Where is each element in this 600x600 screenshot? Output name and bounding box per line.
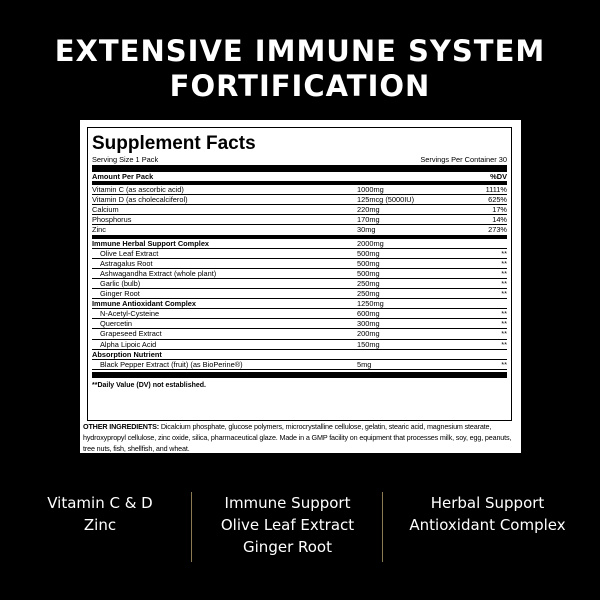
- amount-header: Amount Per Pack: [92, 172, 154, 181]
- nutrient-dv: 273%: [488, 225, 507, 235]
- nutrient-name: Zinc: [92, 225, 106, 235]
- nutrient-amount: 170mg: [357, 215, 380, 225]
- nutrient-name: Black Pepper Extract (fruit) (as BioPerine®): [100, 359, 243, 369]
- nutrient-dv: **: [501, 258, 507, 268]
- feature-columns: [0, 488, 600, 568]
- nutrient-dv: **: [501, 309, 507, 319]
- facts-row: [92, 225, 507, 235]
- facts-rows: [92, 185, 507, 370]
- thick-divider: [92, 165, 507, 172]
- nutrient-name: Ashwagandha Extract (whole plant): [100, 268, 217, 278]
- facts-row: [92, 269, 507, 279]
- facts-row: [92, 249, 507, 259]
- feature-column-vitamins: [25, 492, 175, 536]
- dv-header: %DV: [490, 172, 507, 181]
- headline-line-1: EXTENSIVE IMMUNE SYSTEM: [54, 34, 546, 68]
- nutrient-name: Astragalus Root: [100, 258, 153, 268]
- facts-row: [92, 205, 507, 215]
- nutrient-dv: **: [501, 278, 507, 288]
- nutrient-amount: 2000mg: [357, 238, 384, 248]
- nutrient-name: Vitamin C (as ascorbic acid): [92, 185, 184, 195]
- nutrient-dv: **: [501, 289, 507, 299]
- nutrient-name: Immune Herbal Support Complex: [92, 238, 210, 248]
- nutrient-amount: 1000mg: [357, 185, 384, 195]
- nutrient-name: Alpha Lipoic Acid: [100, 339, 157, 349]
- nutrient-name: Immune Antioxidant Complex: [92, 299, 197, 309]
- facts-row: [92, 185, 507, 195]
- supplement-facts-label: [87, 127, 512, 421]
- nutrient-name: Calcium: [92, 205, 119, 215]
- nutrient-dv: **: [501, 329, 507, 339]
- feature-column-immune: [200, 492, 375, 558]
- facts-row: [92, 329, 507, 339]
- nutrient-dv: **: [501, 359, 507, 369]
- nutrient-dv: [467, 239, 507, 248]
- other-ingredients-text: Dicalcium phosphate, glucose polymers, microcrystalline cellulose, gelatin, stearic acid, magnesium stearate, hydroxypropyl cellulose, zinc oxide, silica, pharmaceutical glaze. Made in a GMP facility on equipment that processes milk, soy, egg, peanuts, tree nuts, fish, shellfish, and wheat.: [83, 422, 512, 453]
- feature-item: Zinc: [83, 516, 117, 534]
- feature-item: Antioxidant Complex: [409, 516, 566, 534]
- nutrient-name: Phosphorus: [92, 215, 132, 225]
- nutrient-dv: 625%: [488, 195, 507, 205]
- bottom-divider: [92, 372, 507, 378]
- nutrient-dv: 14%: [492, 215, 507, 225]
- facts-title: Supplement Facts: [92, 133, 256, 154]
- nutrient-name: Garlic (bulb): [100, 278, 141, 288]
- facts-row: [92, 309, 507, 319]
- headline: [0, 34, 600, 104]
- other-ingredients-label: OTHER INGREDIENTS:: [83, 422, 159, 431]
- nutrient-name: Olive Leaf Extract: [100, 248, 159, 258]
- feature-item: Herbal Support: [430, 494, 545, 512]
- nutrient-name: Grapeseed Extract: [100, 329, 162, 339]
- nutrient-name: Absorption Nutrient: [92, 349, 162, 359]
- footnote: **Daily Value (DV) not established.: [92, 381, 206, 389]
- nutrient-amount: 250mg: [357, 278, 380, 288]
- nutrient-dv: [467, 350, 507, 359]
- facts-row: [92, 289, 507, 299]
- nutrient-dv: 1111%: [485, 185, 507, 195]
- nutrient-amount: 150mg: [357, 339, 380, 349]
- facts-row: [92, 319, 507, 329]
- feature-item: Ginger Root: [243, 538, 332, 556]
- nutrient-amount: 600mg: [357, 309, 380, 319]
- serving-info: [92, 155, 507, 164]
- facts-row: [92, 259, 507, 269]
- feature-item: Vitamin C & D: [47, 494, 153, 512]
- nutrient-amount: 300mg: [357, 319, 380, 329]
- facts-row: [92, 340, 507, 350]
- nutrient-name: Vitamin D (as cholecalciferol): [92, 195, 188, 205]
- amount-header-row: [92, 172, 507, 182]
- nutrient-amount: 250mg: [357, 289, 380, 299]
- nutrient-amount: 200mg: [357, 329, 380, 339]
- other-ingredients: [83, 421, 519, 454]
- serving-size: Serving Size 1 Pack: [92, 155, 159, 164]
- facts-row: [92, 350, 507, 360]
- supplement-facts-panel: [80, 120, 521, 453]
- nutrient-dv: [467, 299, 507, 308]
- feature-item: Olive Leaf Extract: [220, 516, 355, 534]
- nutrient-amount: 500mg: [357, 258, 380, 268]
- headline-line-2: FORTIFICATION: [169, 69, 431, 103]
- nutrient-dv: **: [501, 268, 507, 278]
- feature-divider-1: [191, 492, 192, 562]
- feature-item: Immune Support: [224, 494, 351, 512]
- nutrient-amount: 5mg: [357, 359, 372, 369]
- nutrient-amount: 500mg: [357, 248, 380, 258]
- facts-row: [92, 215, 507, 225]
- nutrient-dv: **: [501, 248, 507, 258]
- nutrient-amount: 1250mg: [357, 299, 384, 309]
- nutrient-dv: **: [501, 339, 507, 349]
- nutrient-amount: [357, 350, 467, 359]
- feature-column-herbal: [395, 492, 580, 536]
- nutrient-amount: 220mg: [357, 205, 380, 215]
- nutrient-dv: **: [501, 319, 507, 329]
- nutrient-name: Ginger Root: [100, 289, 140, 299]
- nutrient-amount: 500mg: [357, 268, 380, 278]
- servings-per-container: Servings Per Container 30: [420, 155, 507, 164]
- facts-row: [92, 195, 507, 205]
- facts-row: [92, 236, 507, 249]
- nutrient-amount: 125mcg (5000IU): [357, 195, 415, 205]
- nutrient-name: Quercetin: [100, 319, 133, 329]
- facts-row: [92, 360, 507, 370]
- nutrient-amount: 30mg: [357, 225, 376, 235]
- nutrient-dv: 17%: [492, 205, 507, 215]
- nutrient-name: N-Acetyl-Cysteine: [100, 309, 160, 319]
- feature-divider-2: [382, 492, 383, 562]
- facts-row: [92, 279, 507, 289]
- facts-row: [92, 299, 507, 309]
